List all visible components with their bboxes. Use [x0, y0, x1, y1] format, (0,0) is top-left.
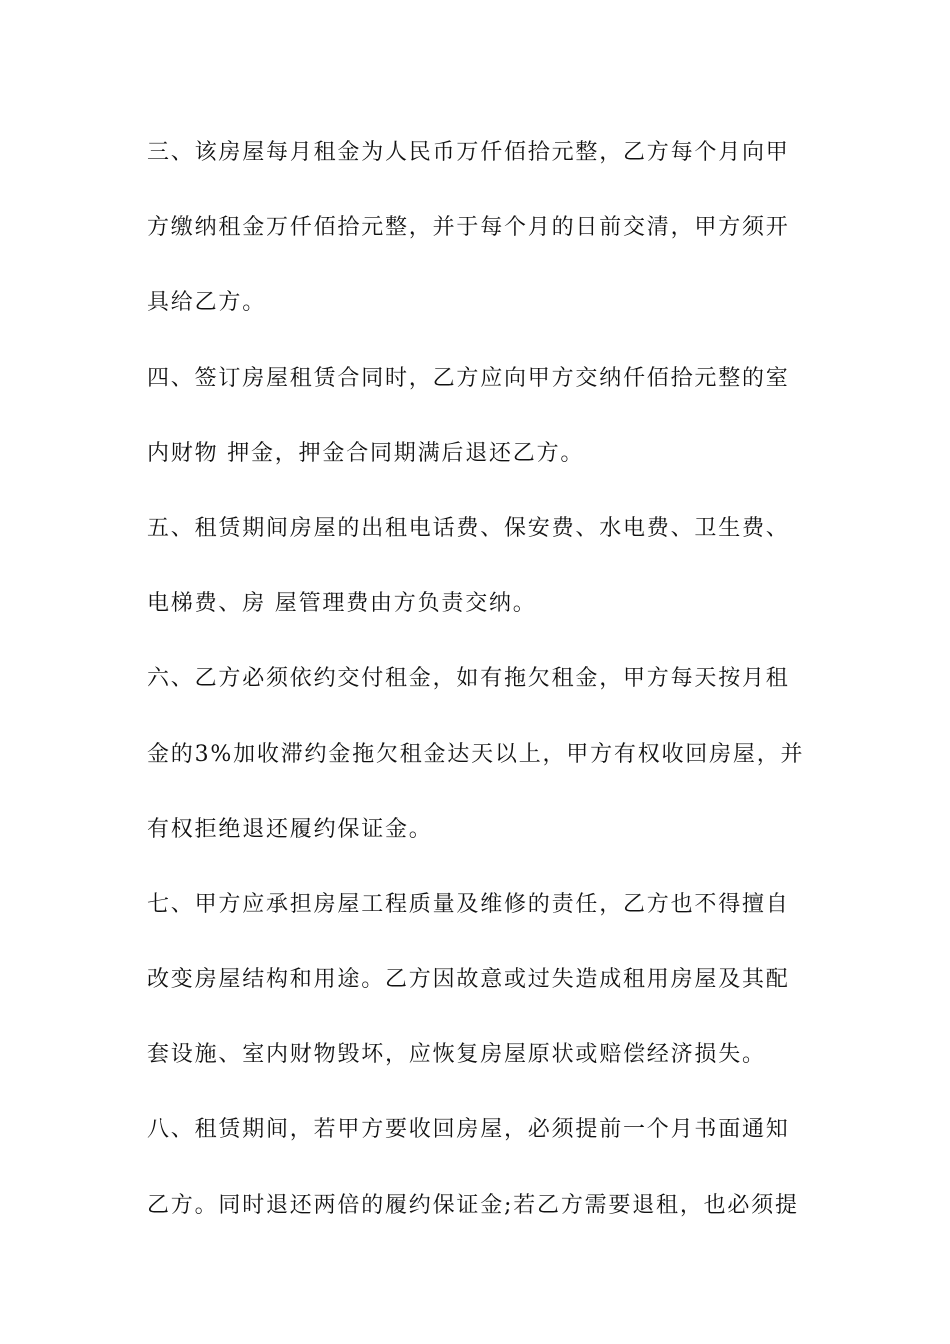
text-line: 电梯费、房 屋管理费由方负责交纳。 [147, 591, 537, 617]
text-line: 改变房屋结构和用途。乙方因故意或过失造成租用房屋及其配 [147, 967, 790, 993]
text-line: 五、租赁期间房屋的出租电话费、保安费、水电费、卫生费、 [147, 515, 790, 541]
text-line: 乙方。同时退还两倍的履约保证金;若乙方需要退租，也必须提 [147, 1192, 799, 1218]
text-line: 七、甲方应承担房屋工程质量及维修的责任，乙方也不得擅自 [147, 891, 790, 917]
text-line: 金的3%加收滞约金拖欠租金达天以上，甲方有权收回房屋，并 [147, 741, 805, 767]
document-body [147, 133, 812, 1261]
text-line: 有权拒绝退还履约保证金。 [147, 816, 433, 842]
text-line: 方缴纳租金万仟佰拾元整，并于每个月的日前交清，甲方须开 [147, 215, 790, 241]
text-line: 四、签订房屋租赁合同时，乙方应向甲方交纳仟佰拾元整的室 [147, 365, 790, 391]
text-line: 六、乙方必须依约交付租金，如有拖欠租金，甲方每天按月租 [147, 666, 790, 692]
text-line: 套设施、室内财物毁坏，应恢复房屋原状或赔偿经济损失。 [147, 1042, 766, 1068]
text-line: 三、该房屋每月租金为人民币万仟佰拾元整，乙方每个月向甲 [147, 140, 790, 165]
text-line: 八、租赁期间，若甲方要收回房屋，必须提前一个月书面通知 [147, 1117, 790, 1143]
text-line: 具给乙方。 [147, 290, 267, 316]
text-line: 内财物 押金，押金合同期满后退还乙方。 [147, 440, 585, 466]
